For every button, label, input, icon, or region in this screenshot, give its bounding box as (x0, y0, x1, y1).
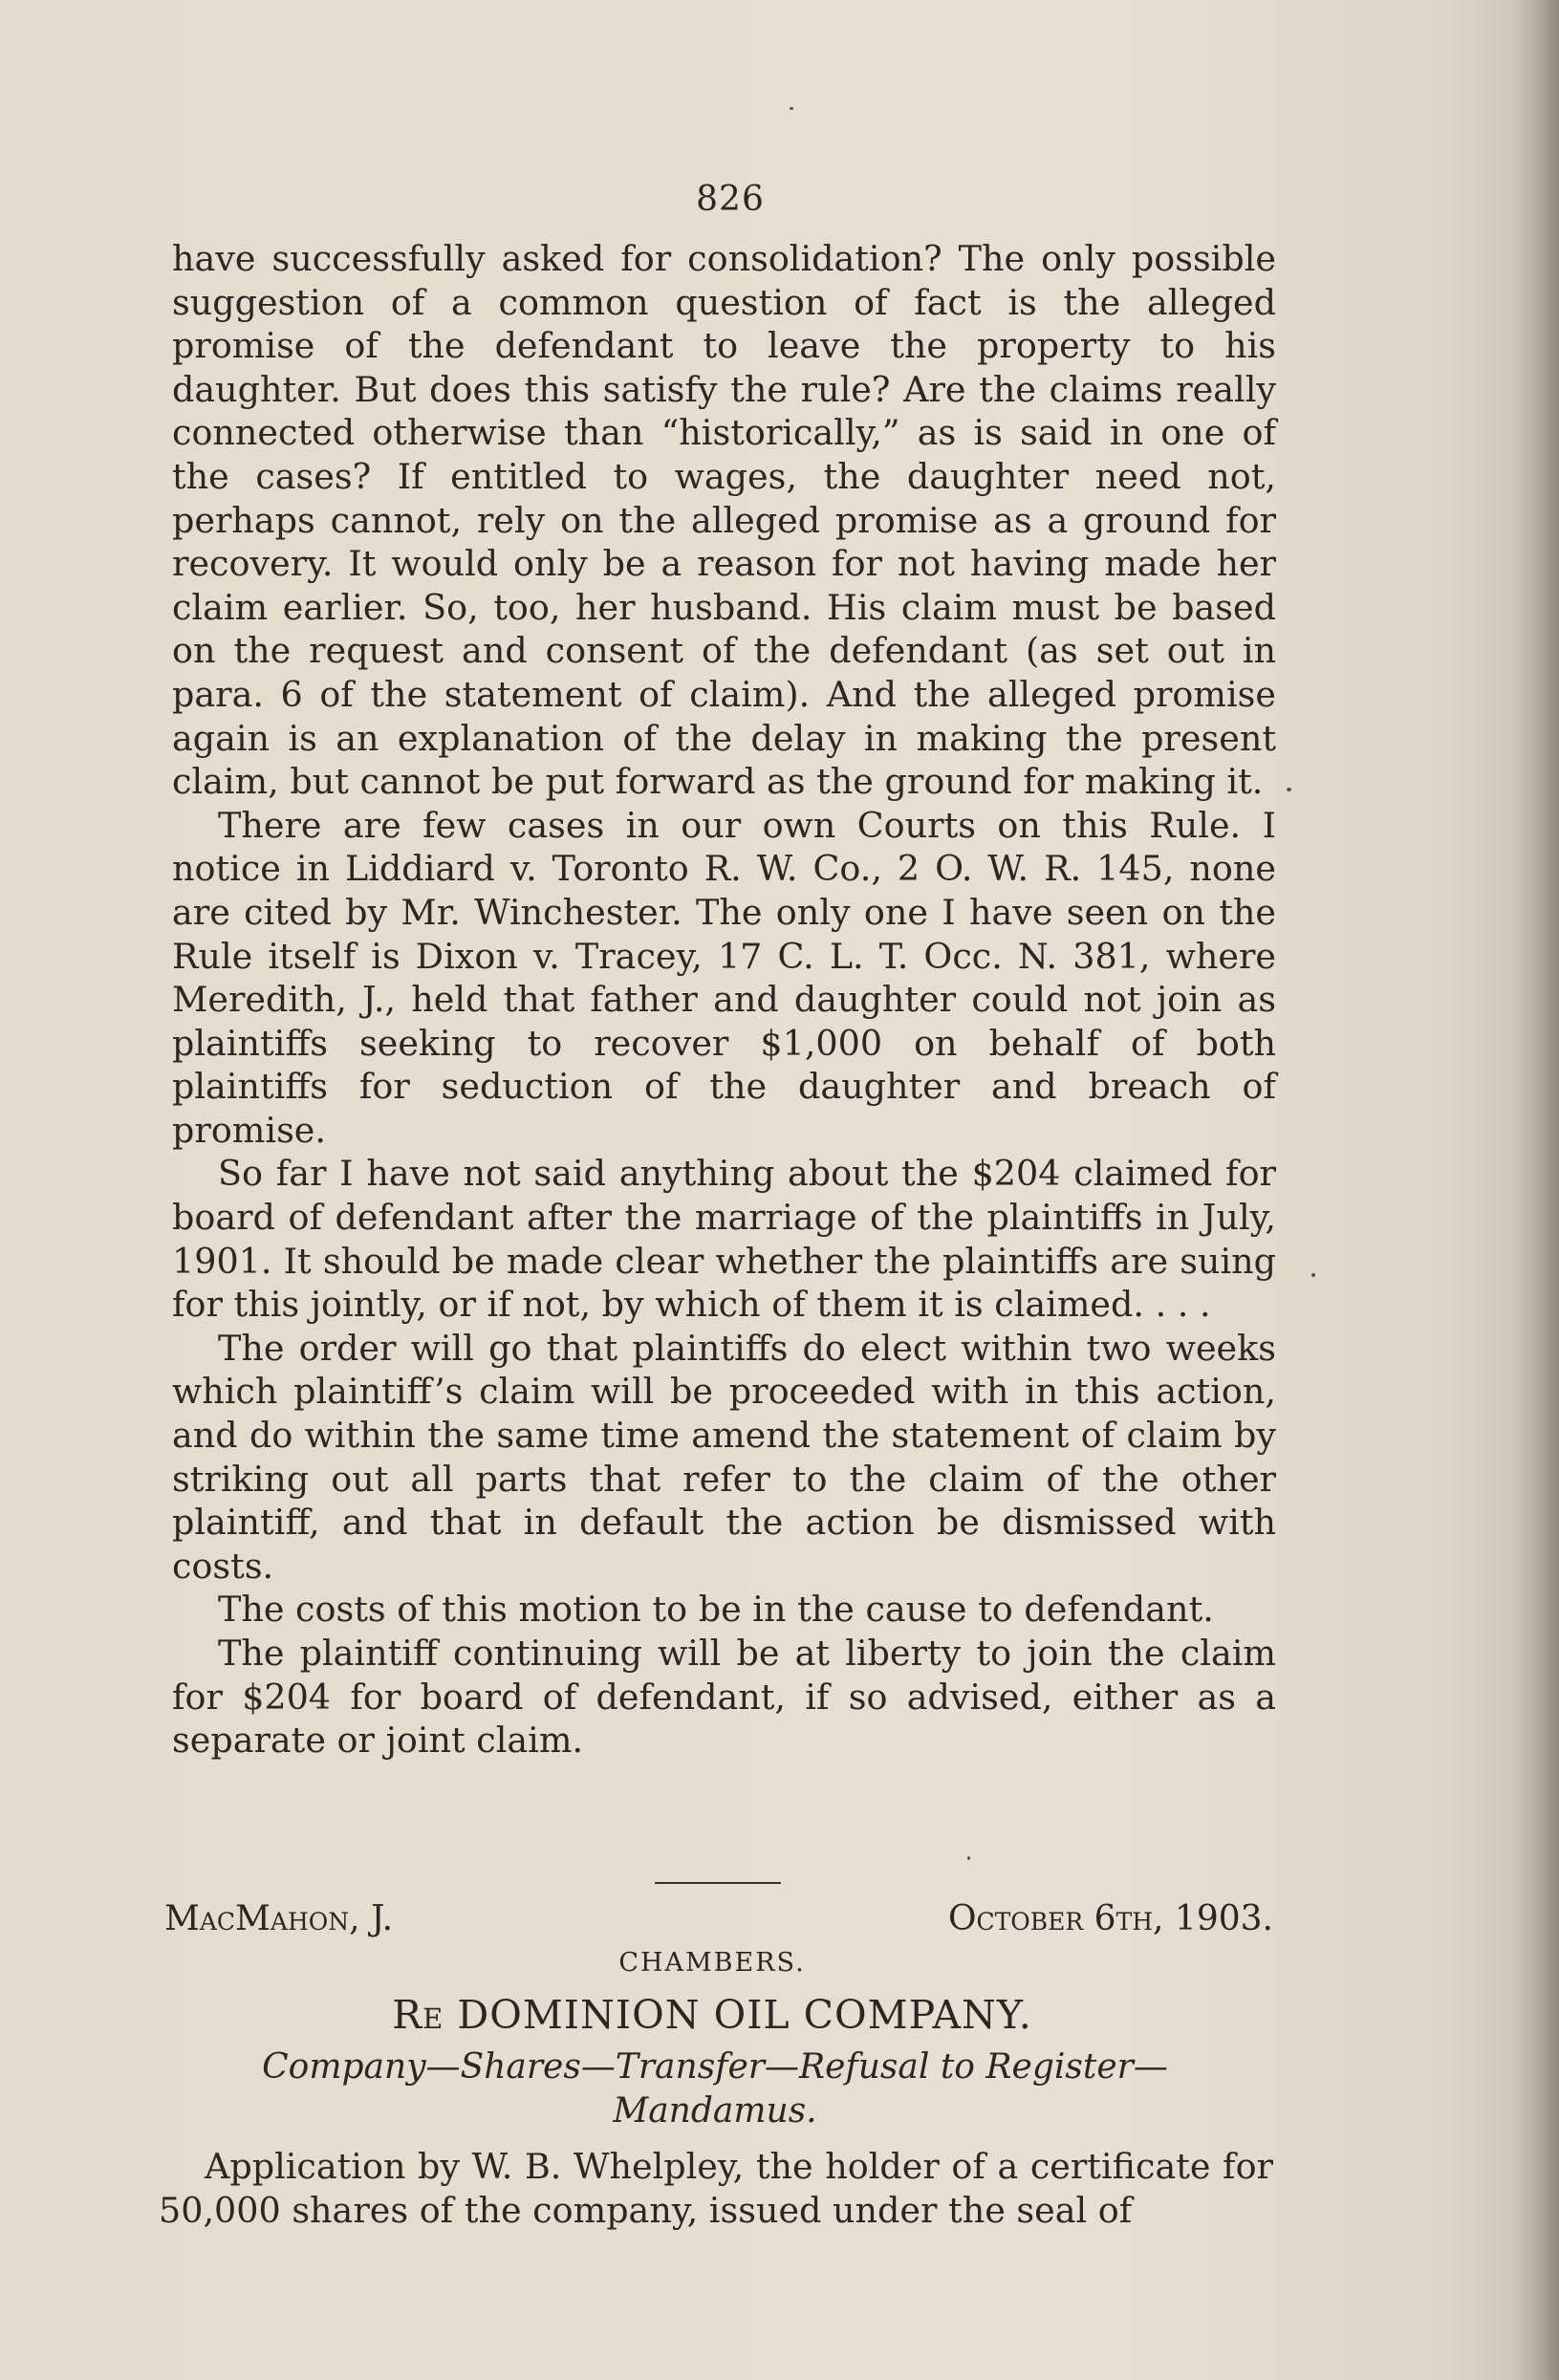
paragraph-consolidation: have successfully asked for consolidation? The only possible suggestion of a common question of fact is the alleged promise of the defendant to leave the property to his daughter. But does this satisfy the rule? Are the claims really connected otherwise than “historically,” as is said in one of the cases? If entitled to wages, the daughter need not, perhaps cannot, rely on the alleged promise as a ground for recovery. It would only be a reason for not having made her claim earlier. So, too, her husband. His claim must be based on the request and consent of the defendant (as set out in para. 6 of the statement of claim). And the alleged promise again is an explanation of the delay in making the present claim, but cannot be put forward as the ground for making it. (172, 238, 1276, 803)
paragraph-board-claim: So far I have not said anything about the $204 claimed for board of defendant after the marriage of the plaintiffs in July, 1901. It should be made clear whether the plaintiffs are suing for this jointly, or if not, by which of them it is claimed. . . . (172, 1153, 1276, 1326)
paper-speck (967, 1856, 970, 1860)
case-title (0, 1992, 1424, 2038)
case-title-prefix: Re (392, 1992, 444, 2038)
paragraph-costs: The costs of this motion to be in the cause to defendant. (218, 1589, 1214, 1631)
opinion-text (172, 237, 1276, 1763)
headnote: Company—Shares—Transfer—Refusal to Register—Mandamus. (262, 2047, 1168, 2131)
case-title-name: DOMINION OIL COMPANY. (457, 1992, 1032, 2038)
paper-speck (1287, 788, 1291, 791)
paragraph-order: The order will go that plaintiffs do elect within two weeks which plaintiff’s claim will be proceeded with in this action, and do within the same time amend the statement of claim by striking out all parts that refer to the claim of the other plaintiff, and that in default the action be dismissed with costs. (172, 1327, 1276, 1587)
application-paragraph: Application by W. B. Whelpley, the holder of a certificate for 50,000 shares of the company, issued under the seal of (159, 2146, 1273, 2231)
section-divider (655, 1882, 781, 1884)
paragraph-liberty-to-join: The plaintiff continuing will be at liberty to join the claim for $204 for board of defendant, if so advised, either as a separate or joint claim. (172, 1633, 1276, 1762)
paragraph-cases-on-rule: There are few cases in our own Courts on this Rule. I notice in Liddiard v. Toronto R. W. Co., 2 O. W. R. 145, none are cited by Mr. Winchester. The only one I have seen on the Rule itself is Dixon v. Tracey, 17 C. L. T. Occ. N. 381, where Meredith, J., held that father and daughter could not join as plaintiffs seeking to recover $1,000 on behalf of both plaintiffs for seduction of the daughter and breach of promise. (172, 804, 1276, 1151)
court-label: CHAMBERS. (618, 1948, 806, 1978)
judgment-date: October 6th, 1903. (947, 1899, 1273, 1938)
judge-name: MacMahon, J. (164, 1899, 394, 1938)
paper-speck (1311, 1273, 1315, 1277)
page-number: 826 (696, 180, 765, 219)
paper-speck (790, 107, 793, 110)
binding-shadow (1515, 0, 1559, 2380)
